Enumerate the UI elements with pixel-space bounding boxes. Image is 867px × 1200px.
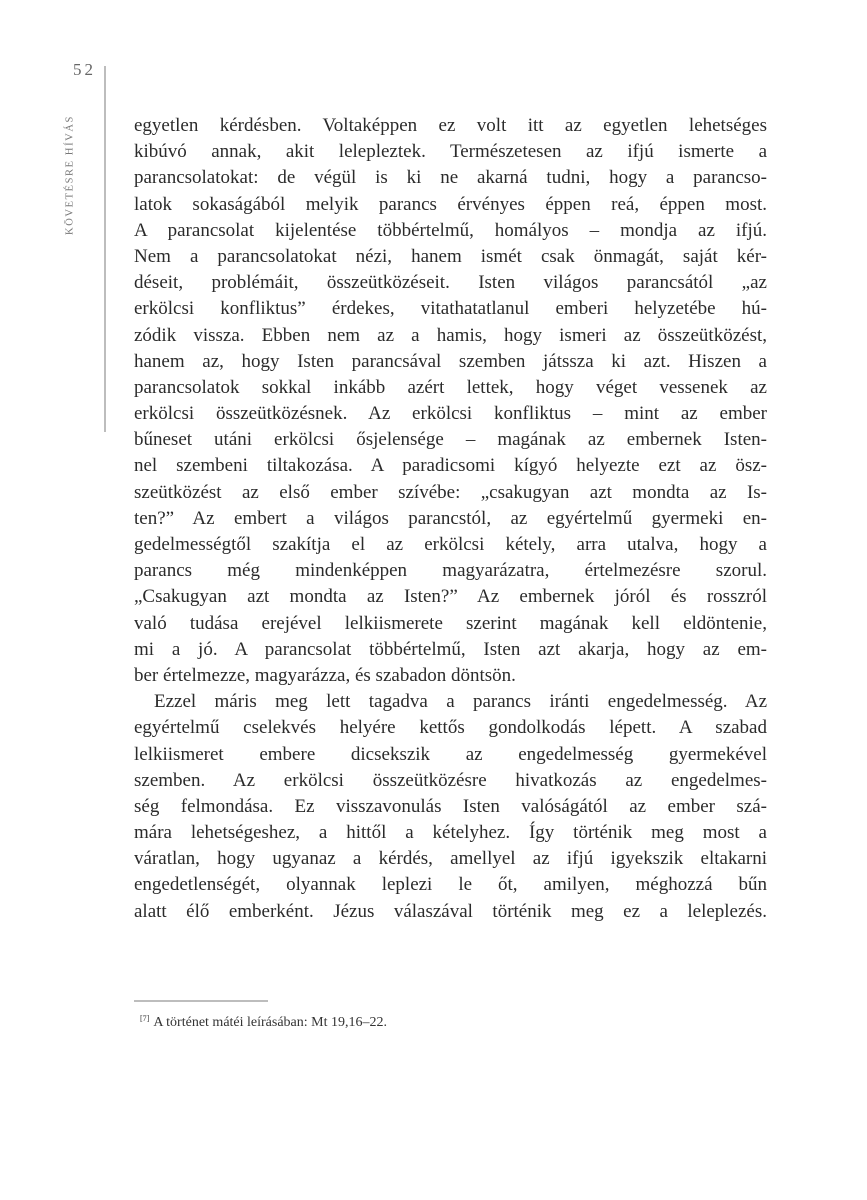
text-line: Nem a parancsolatokat nézi, hanem ismét csak önmagát, saját kér- — [134, 245, 767, 267]
footnote-rule — [134, 1000, 268, 1002]
text-line: erkölcsi összeütközésnek. Az erkölcsi konfliktus – mint az ember — [134, 403, 767, 425]
text-line: gedelmességtől szakítja el az erkölcsi kétely, arra utalva, hogy a — [134, 534, 767, 555]
text-line: lelkiismeret embere dicsekszik az engedelmesség gyermekével — [134, 743, 767, 765]
text-line: parancsolatok sokkal inkább azért lettek, hogy véget vessenek az — [134, 376, 767, 398]
paragraph-2 — [134, 689, 767, 925]
margin-rule — [104, 66, 106, 432]
text-line: A parancsolat kijelentése többértelmű, homályos – mondja az ifjú. — [134, 219, 767, 241]
text-line: „Csakugyan azt mondta az Isten?” Az embernek jóról és rosszról — [134, 586, 767, 608]
footnote — [140, 1014, 387, 1031]
text-line: zódik vissza. Ebben nem az a hamis, hogy ismeri az összeütközést, — [134, 324, 767, 346]
text-line: parancsolatokat: de végül is ki ne akarná tudni, hogy a parancso- — [134, 167, 767, 189]
text-line: hanem az, hogy Isten parancsával szemben játssza ki azt. Hiszen a — [134, 350, 767, 372]
text-line: váratlan, hogy ugyanaz a kérdés, amellyel az ifjú igyekszik eltakarni — [134, 848, 767, 870]
text-line: szemben. Az erkölcsi összeütközésre hivatkozás az engedelmes- — [134, 769, 767, 791]
text-line: alatt élő emberként. Jézus válaszával történik meg ez a leleplezés. — [134, 900, 767, 922]
text-line: mi a jó. A parancsolat többértelmű, Isten azt akarja, hogy az em- — [134, 638, 767, 660]
body-text — [134, 113, 767, 925]
paragraph-1 — [134, 113, 767, 689]
text-line: mára lehetségeshez, a hittől a kételyhez. Így történik meg most a — [134, 822, 767, 844]
text-line: déseit, problémáit, összeütközéseit. Isten világos parancsától „az — [134, 272, 767, 294]
text-line: ség felmondása. Ez visszavonulás Isten valóságától az ember szá- — [134, 795, 767, 817]
text-line: ber értelmezze, magyarázza, és szabadon döntsön. — [134, 664, 516, 686]
text-line: Ezzel máris meg lett tagadva a parancs iránti engedelmesség. Az — [154, 691, 767, 713]
text-line: kibúvó annak, akit lelepleztek. Természetesen az ifjú ismerte a — [134, 141, 767, 163]
text-line: való tudása erejével lelkiismerete szerint magának kell eldöntenie, — [134, 612, 767, 634]
footnote-marker: [7] — [140, 1014, 150, 1023]
footnote-text: A történet mátéi leírásában: Mt 19,16–22. — [153, 1015, 387, 1030]
text-line: nel szembeni tiltakozása. A paradicsomi kígyó helyezte ezt az ösz- — [134, 455, 767, 477]
text-line: egyértelmű cselekvés helyére kettős gondolkodás lépett. A szabad — [134, 717, 767, 739]
text-line: szeütközést az első ember szívébe: „csakugyan azt mondta az Is- — [134, 481, 767, 503]
running-head: KÖVETÉSRE HÍVÁS — [64, 115, 76, 235]
text-line: erkölcsi konfliktus” érdekes, vitathatatlanul emberi helyzetébe hú- — [134, 298, 767, 320]
text-line: bűneset utáni erkölcsi ősjelensége – magának az embernek Isten- — [134, 429, 767, 451]
text-line: engedetlenségét, olyannak leplezi le őt, amilyen, méghozzá bűn — [134, 874, 767, 896]
text-line: ten?” Az embert a világos parancstól, az egyértelmű gyermeki en- — [134, 507, 767, 529]
page-number: 52 — [73, 60, 96, 79]
text-line: latok sokaságából melyik parancs érvényes éppen reá, éppen most. — [134, 193, 767, 215]
text-line: egyetlen kérdésben. Voltaképpen ez volt itt az egyetlen lehetséges — [134, 115, 767, 136]
text-line: parancs még mindenképpen magyarázatra, értelmezésre szorul. — [134, 560, 767, 582]
